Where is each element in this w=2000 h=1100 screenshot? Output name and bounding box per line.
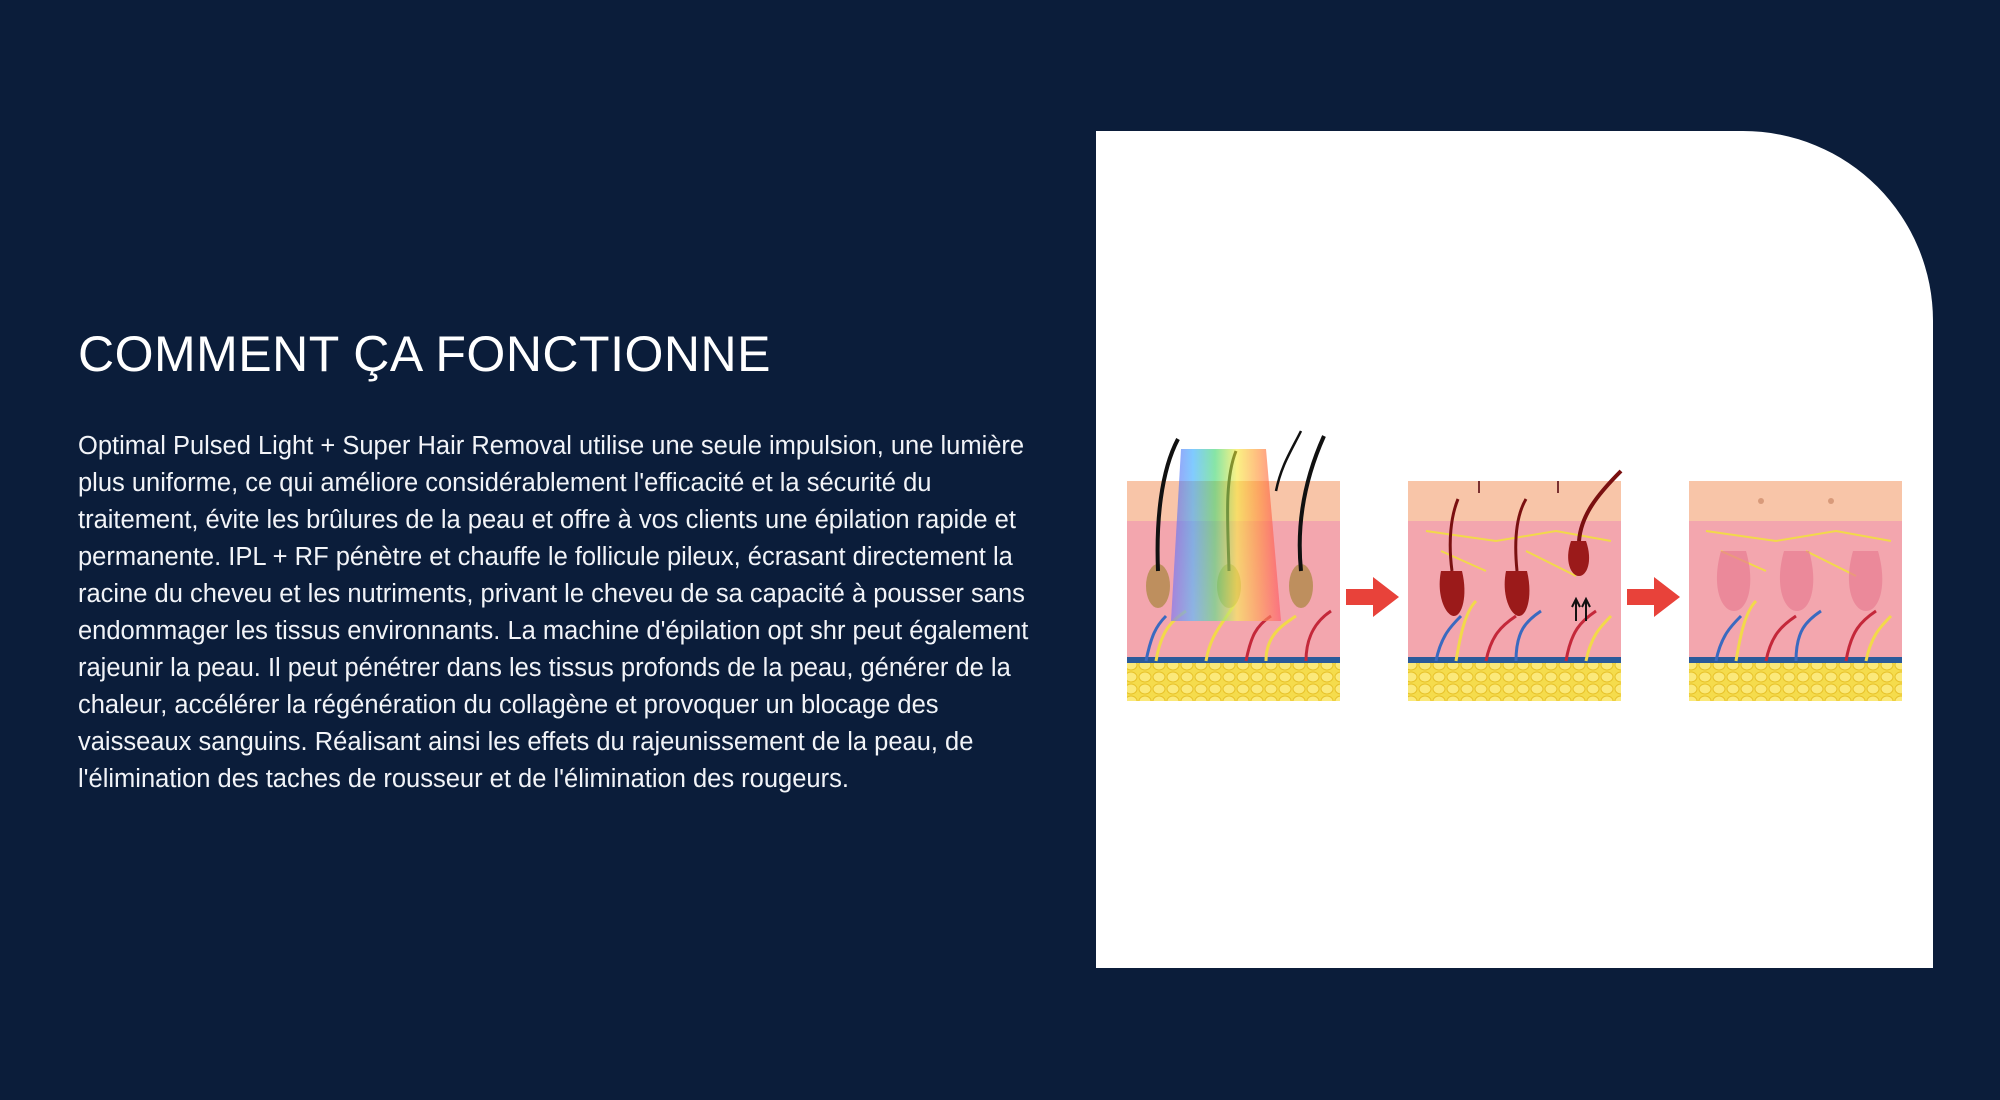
arrow-right-icon [1346, 577, 1399, 617]
description-paragraph: Optimal Pulsed Light + Super Hair Removal utilise une seule impulsion, une lumière plus uniforme, ce qui améliore considérablement l'efficacité et la sécurité du traitement, évite les brûlures de la peau et offre à vos clients une épilation rapide et permanente. IPL + RF pénètre et chauffe le follicule pileux, écrasant directement la racine du cheveu et les nutriments, privant le cheveu de sa capacité à pousser sans endommager les tissus environnants. La machine d'épilation opt shr peut également rajeunir la peau. Il peut pénétrer dans les tissus profonds de la peau, générer de la chaleur, accélérer la régénération du collagène et provoquer un blocage des vaisseaux sanguins. Réalisant ainsi les effets du rajeunissement de la peau, de l'élimination des taches de rousseur et de l'élimination des rougeurs. [78, 432, 1029, 793]
skin-panel-light [1127, 431, 1340, 701]
skin-panel-removed [1689, 481, 1902, 701]
hair-removal-illustration [1096, 131, 1933, 968]
arrow-right-icon [1627, 577, 1680, 617]
illustration-card [1096, 131, 1933, 968]
skin-panel-heated [1408, 471, 1621, 701]
page-title: COMMENT ÇA FONCTIONNE [78, 326, 771, 382]
text-column [78, 318, 1038, 798]
